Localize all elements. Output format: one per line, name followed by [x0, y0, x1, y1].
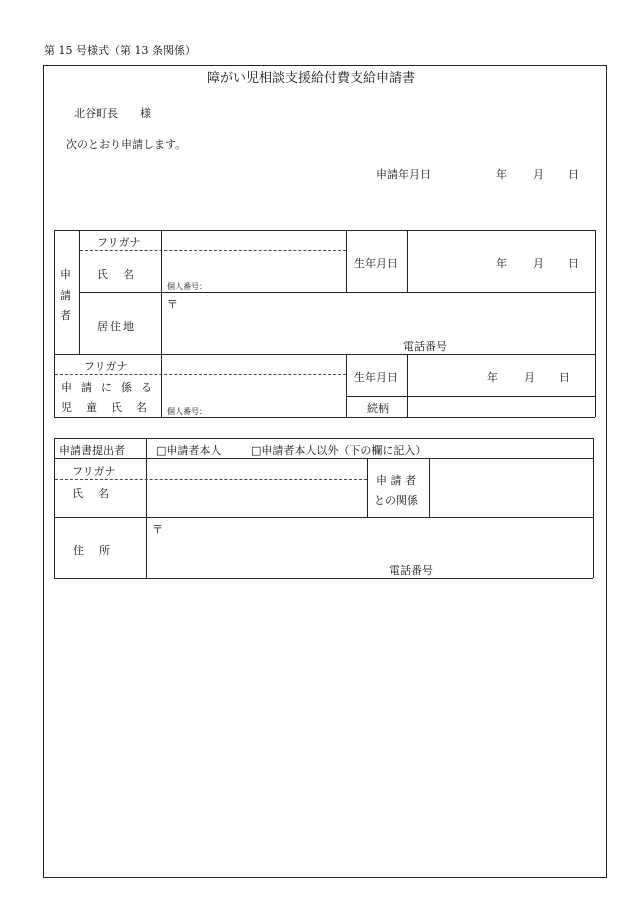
applicant-name-label: 氏 名 — [97, 268, 136, 281]
applicant-phone-label: 電話番号 — [403, 340, 447, 353]
applicant-birth-day: 日 — [568, 257, 579, 270]
applicant-section-label-2: 請 — [60, 289, 71, 302]
submitter-address-label: 住 所 — [73, 544, 112, 557]
child-birth-year: 年 — [487, 371, 498, 384]
form-title: 障がい児相談支援給付費支給申請書 — [207, 71, 416, 86]
child-personal-number-label: 個人番号： — [167, 407, 207, 416]
child-birth-day: 日 — [559, 371, 570, 384]
submitter-furigana-label: フリガナ — [72, 465, 116, 478]
applicant-postal-mark: 〒 — [167, 298, 178, 311]
submitter-relation-line1: 申 請 者 — [376, 474, 416, 487]
applicant-section-label-3: 者 — [60, 309, 71, 322]
intro-text: 次のとおり申請します。 — [66, 138, 187, 151]
applicant-birth-month: 月 — [533, 257, 544, 270]
addressee: 北谷町長 様 — [74, 107, 151, 120]
child-label-line1: 申請に係る — [61, 381, 161, 394]
submitter-phone-label: 電話番号 — [389, 564, 433, 577]
applicant-section-label-1: 申 — [60, 268, 71, 281]
child-relationship-label: 続柄 — [367, 402, 389, 415]
applicant-birth-year: 年 — [496, 257, 507, 270]
child-label-line2: 児童氏名 — [61, 401, 161, 414]
child-birthdate-label: 生年月日 — [354, 371, 398, 384]
submitter-relation-line2: との関係 — [374, 494, 418, 507]
applicant-address-label: 居住地 — [97, 320, 136, 333]
application-date-year: 年 — [496, 168, 507, 181]
submitter-option-other[interactable]: □申請者本人以外（下の欄に記入） — [251, 444, 427, 457]
applicant-personal-number-label: 個人番号： — [167, 282, 207, 291]
application-date-label: 申請年月日 — [376, 168, 431, 181]
application-date-month: 月 — [533, 168, 544, 181]
submitter-option-self[interactable]: □申請者本人 — [156, 444, 222, 457]
child-furigana-label: フリガナ — [84, 360, 128, 373]
application-date-day: 日 — [568, 168, 579, 181]
form-frame — [43, 65, 607, 878]
child-birth-month: 月 — [524, 371, 535, 384]
applicant-birthdate-label: 生年月日 — [354, 257, 398, 270]
submitter-postal-mark: 〒 — [152, 523, 163, 536]
submitter-name-label: 氏 名 — [72, 487, 111, 500]
submitter-label: 申請書提出者 — [59, 444, 125, 457]
applicant-furigana-label: フリガナ — [97, 236, 141, 249]
form-number: 第 15 号様式（第 13 条関係） — [44, 44, 196, 57]
